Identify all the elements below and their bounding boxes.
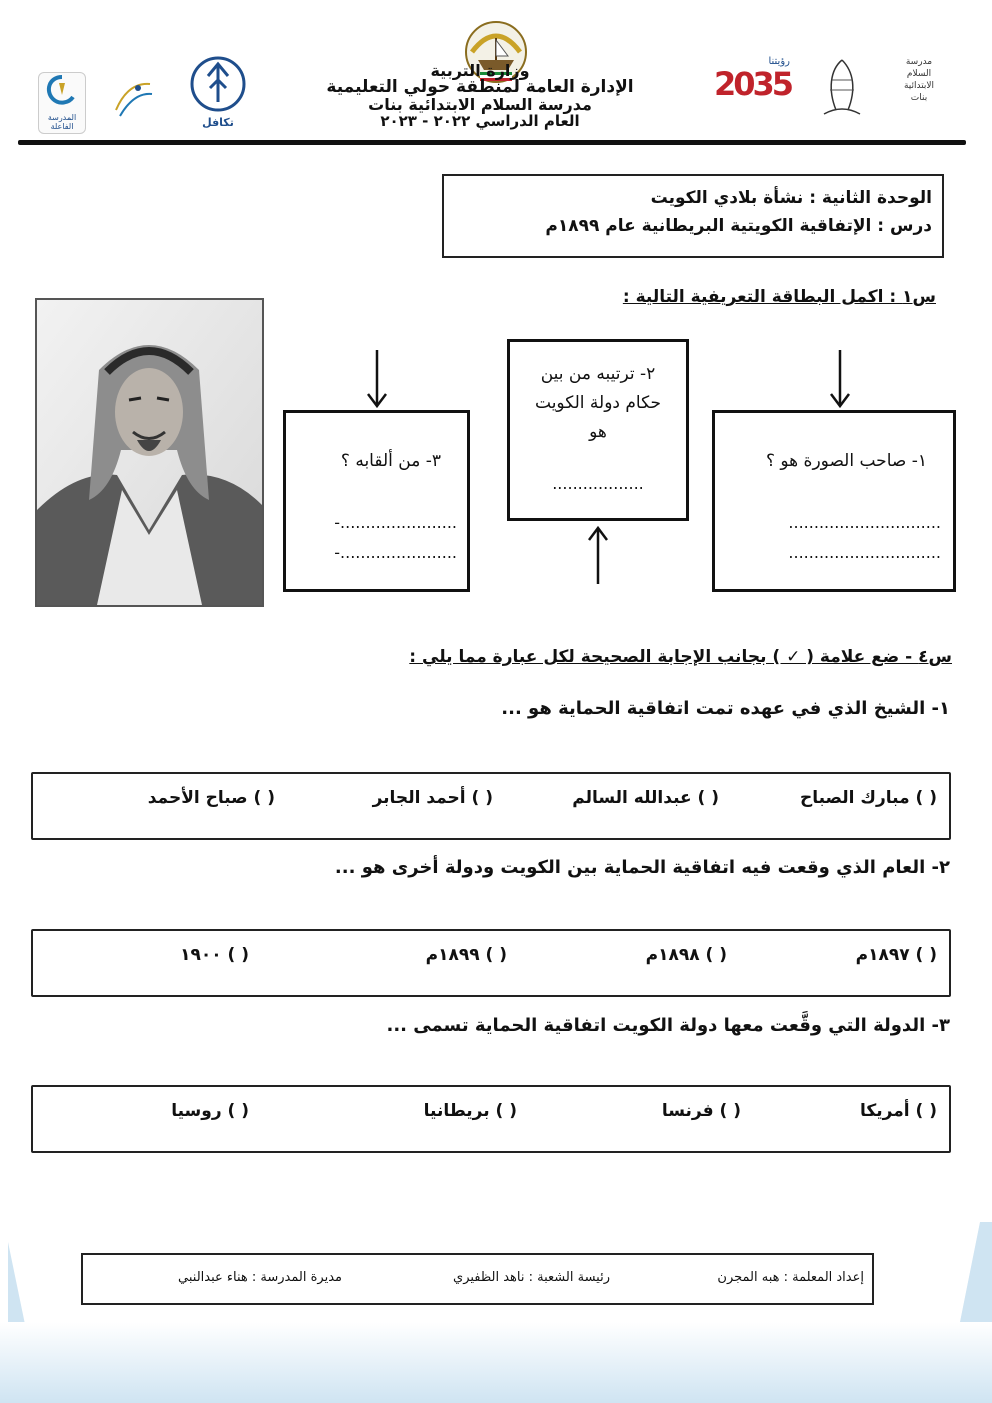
school-logo-line-3: الابتدائية [903,81,935,91]
footer-signatures [81,1253,874,1305]
card1-dots-1: .............................. [788,513,941,532]
runner-logo-icon [108,74,158,124]
vision-year: 2035 [714,65,792,103]
school-logo-line-4: بنات [910,93,928,103]
footer-head: رئيسة الشعبة : ناهد الظفيري [453,1270,610,1285]
takaful-icon [186,56,250,112]
question-2: ٢- العام الذي وقعت فيه اتفاقية الحماية بين الكويت ودولة أخرى هو ... [334,857,950,878]
portrait-photo [35,298,264,607]
card3-dots-1: .......................- [334,513,457,532]
card3-arrow-down [365,348,389,410]
unit-title: الوحدة الثانية : نشأة بلادي الكويت [650,188,932,208]
option-3d[interactable]: ( ) روسيا [171,1101,249,1121]
effective-school-icon [39,73,85,109]
question-3: ٣- الدولة التي وقَّعت معها دولة الكويت اتفاقية الحماية تسمى ... [386,1015,950,1036]
takaful-logo [186,56,250,128]
ministry-name: وزارة التربية [430,61,530,80]
card-identity [712,410,956,592]
school-year: العام الدراسي ٢٠٢٢ - ٢٠٢٣ [380,112,580,130]
option-3a[interactable]: ( ) أمريكا [860,1101,937,1121]
card2-line-2: حكام دولة الكويت [535,393,661,413]
school-logo-line-2: السلام [906,69,932,79]
school-logo-line-1: مدرسة [905,57,933,67]
card-rank [507,339,689,521]
card3-dots-2: .......................- [334,543,457,562]
options-box-1 [31,772,951,840]
question-1: ١- الشيخ الذي في عهده تمت اتفاقية الحماية هو ... [501,698,950,719]
card2-line-1: ٢- ترتيبه من بين [540,364,656,384]
option-1c[interactable]: ( ) أحمد الجابر [372,788,493,808]
card1-dots-2: .............................. [788,543,941,562]
option-1d[interactable]: ( ) صباح الأحمد [147,788,275,808]
footer-principal: مديرة المدرسة : هناء عبدالنبي [178,1270,342,1285]
card2-arrow-up [586,524,610,586]
card3-label: ٣- من ألقابه ؟ [340,451,441,471]
option-2a[interactable]: ( ) ١٨٩٧م [855,945,937,965]
vision-text: رؤيتنا [768,56,790,67]
school-logo [812,50,968,130]
option-1a[interactable]: ( ) مبارك الصباح [799,788,937,808]
option-1b[interactable]: ( ) عبدالله السالم [572,788,719,808]
card1-label: ١- صاحب الصورة هو ؟ [765,451,927,471]
school-name: مدرسة السلام الابتدائية بنات [368,95,592,114]
option-2c[interactable]: ( ) ١٨٩٩م [425,945,507,965]
school-logo-icon [812,50,872,130]
option-2b[interactable]: ( ) ١٨٩٨م [645,945,727,965]
takaful-text: تكافل [202,116,234,129]
options-box-3 [31,1085,951,1153]
q4-title: س٤ - ضع علامة ( ✓ ) بجانب الإجابة الصحيحة لكل عبارة مما يلي : [409,647,952,667]
unit-box [442,174,944,258]
portrait-image [37,300,262,605]
header-text [320,62,640,130]
lesson-title: درس : الإتفاقية الكويتية البريطانية عام ١٨٩٩م [545,216,932,236]
effective-school-logo [38,72,86,134]
card1-arrow-down [828,348,852,410]
option-3c[interactable]: ( ) بريطانيا [423,1101,517,1121]
footer-decoration [0,1222,992,1403]
options-box-2 [31,929,951,997]
card2-line-3: هو [589,422,607,442]
directorate-name: الإدارة العامة لمنطقة حولي التعليمية [326,77,634,97]
card2-dots: .................. [552,474,644,493]
vision-2035-logo [714,56,790,122]
q1-title: س١ : اكمل البطاقة التعريفية التالية : [622,287,936,307]
card-titles [283,410,470,592]
footer-teacher: إعداد المعلمة : هبه المجرن [717,1270,864,1285]
effective-school-text: المدرسة الفاعلة [47,113,77,131]
header-divider [18,140,966,145]
option-3b[interactable]: ( ) فرنسا [661,1101,741,1121]
option-2d[interactable]: ( ) ١٩٠٠ [180,945,249,965]
